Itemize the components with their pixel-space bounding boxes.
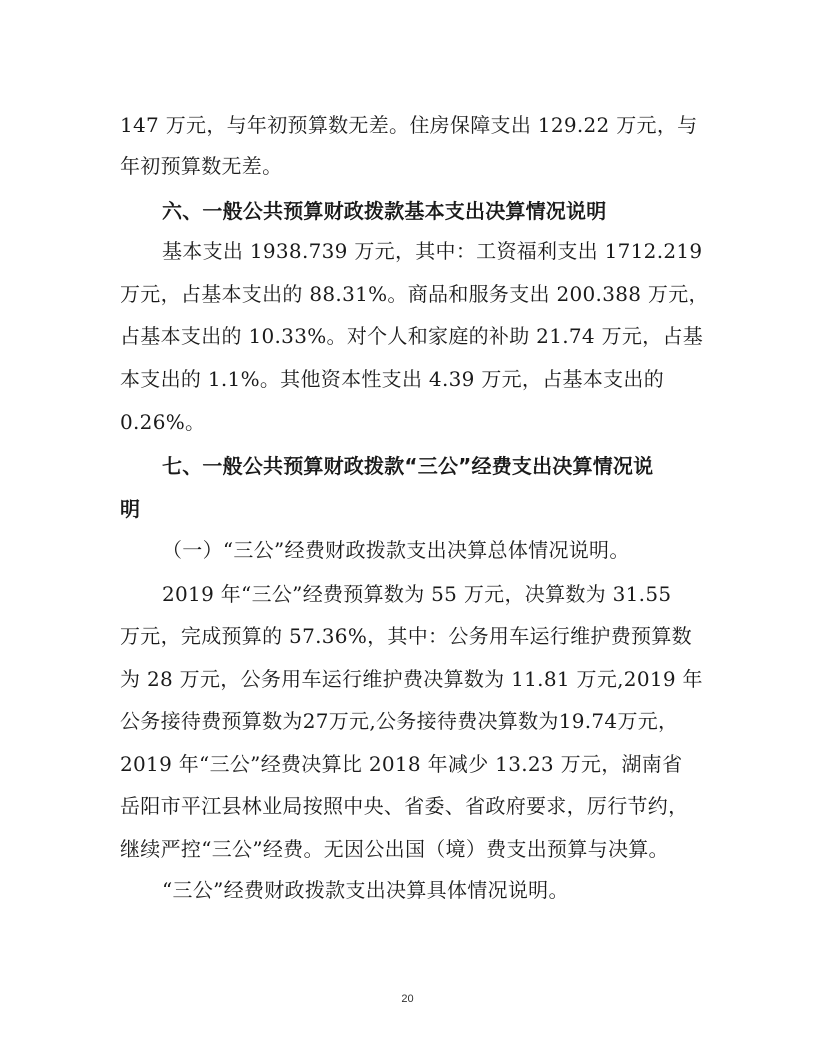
paragraph-line: 岳阳市平江县林业局按照中央、省委、省政府要求，厉行节约， [120, 794, 689, 818]
subsection-heading: （一）“三公”经费财政拨款支出决算总体情况说明。 [162, 538, 630, 562]
subsection-heading: “三公”经费财政拨款支出决算具体情况说明。 [162, 878, 569, 902]
page-number: 20 [401, 993, 414, 1005]
paragraph-line: 147 万元，与年初预算数无差。住房保障支出 129.22 万元，与 [120, 113, 698, 137]
paragraph-line: 2019 年“三公”经费决算比 2018 年减少 13.23 万元，湖南省 [120, 752, 683, 776]
paragraph-line: 为 28 万元，公务用车运行维护费决算数为 11.81 万元,2019 年 [120, 667, 703, 691]
paragraph-line: 万元，占基本支出的 88.31%。商品和服务支出 200.388 万元， [120, 282, 709, 306]
paragraph-line: 年初预算数无差。 [120, 154, 283, 178]
section-heading-seven: 七、一般公共预算财政拨款“三公”经费支出决算情况说 [162, 454, 654, 478]
section-heading-seven-continued: 明 [120, 497, 141, 521]
paragraph-line: 2019 年“三公”经费预算数为 55 万元，决算数为 31.55 [162, 582, 672, 606]
paragraph-line: 0.26%。 [120, 410, 206, 434]
paragraph-line: 基本支出 1938.739 万元，其中：工资福利支出 1712.219 [162, 239, 703, 263]
paragraph-line: 公务接待费预算数为27万元,公务接待费决算数为19.74万元， [120, 709, 679, 733]
section-heading-six: 六、一般公共预算财政拨款基本支出决算情况说明 [162, 199, 607, 223]
paragraph-line: 继续严控“三公”经费。无因公出国（境）费支出预算与决算。 [120, 837, 669, 861]
paragraph-line: 万元，完成预算的 57.36%，其中：公务用车运行维护费预算数 [120, 624, 692, 648]
paragraph-line: 本支出的 1.1%。其他资本性支出 4.39 万元，占基本支出的 [120, 367, 665, 391]
paragraph-line: 占基本支出的 10.33%。对个人和家庭的补助 21.74 万元，占基 [120, 324, 704, 348]
